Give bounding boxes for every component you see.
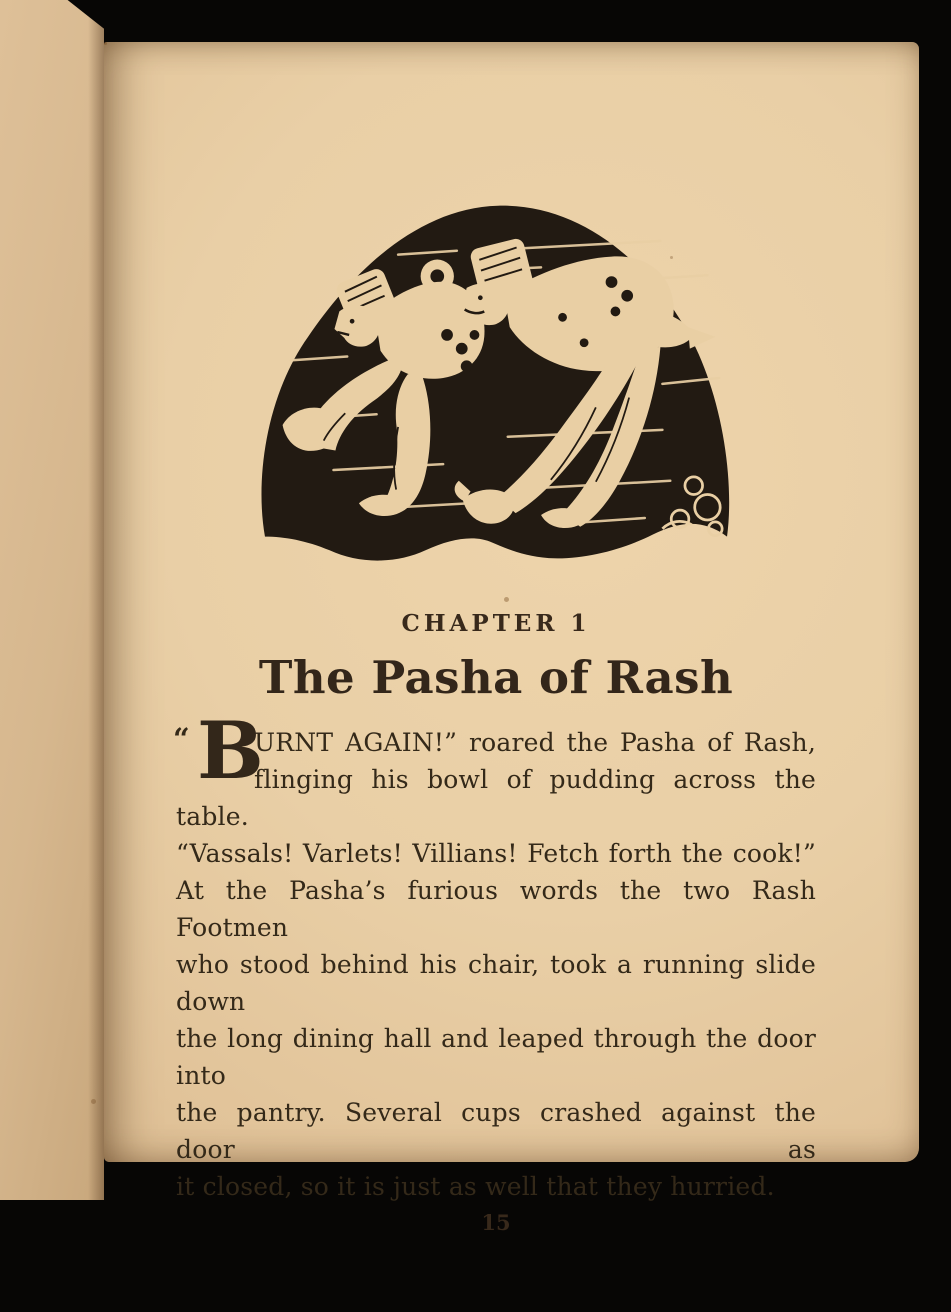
drop-cap-quote: “ [173,722,190,756]
footmen-illustration [251,192,741,564]
left-page-edge [0,0,104,1200]
page-content [104,192,919,1312]
body-line: “Vassals! Varlets! Villians! Fetch forth the cook!” [176,839,816,868]
body-line: the long dining hall and leaped through the door into [176,1024,825,1090]
drop-cap [173,704,264,797]
body-line: At the Pasha’s furious words the two Rash Footmen [176,876,825,942]
body-line: flinging his bowl of pudding across the table. [176,765,825,831]
body-line: who stood behind his chair, took a running slide down [176,950,825,1016]
body-paragraph [173,704,825,1205]
page-number: 15 [481,1210,511,1235]
body-line: it closed, so it is just as well that they hurried. [176,1172,775,1201]
chapter-illustration [251,192,741,564]
body-line: the pantry. Several cups crashed against the door as [176,1098,825,1164]
paper-foxing-specks [104,42,107,45]
chapter-label: CHAPTER 1 [401,610,591,637]
book-page [104,42,919,1235]
chapter-title: The Pasha of Rash [258,651,734,704]
body-line: URNT AGAIN!” roared the Pasha of Rash, [254,728,816,757]
drop-cap-letter: B [197,704,264,797]
